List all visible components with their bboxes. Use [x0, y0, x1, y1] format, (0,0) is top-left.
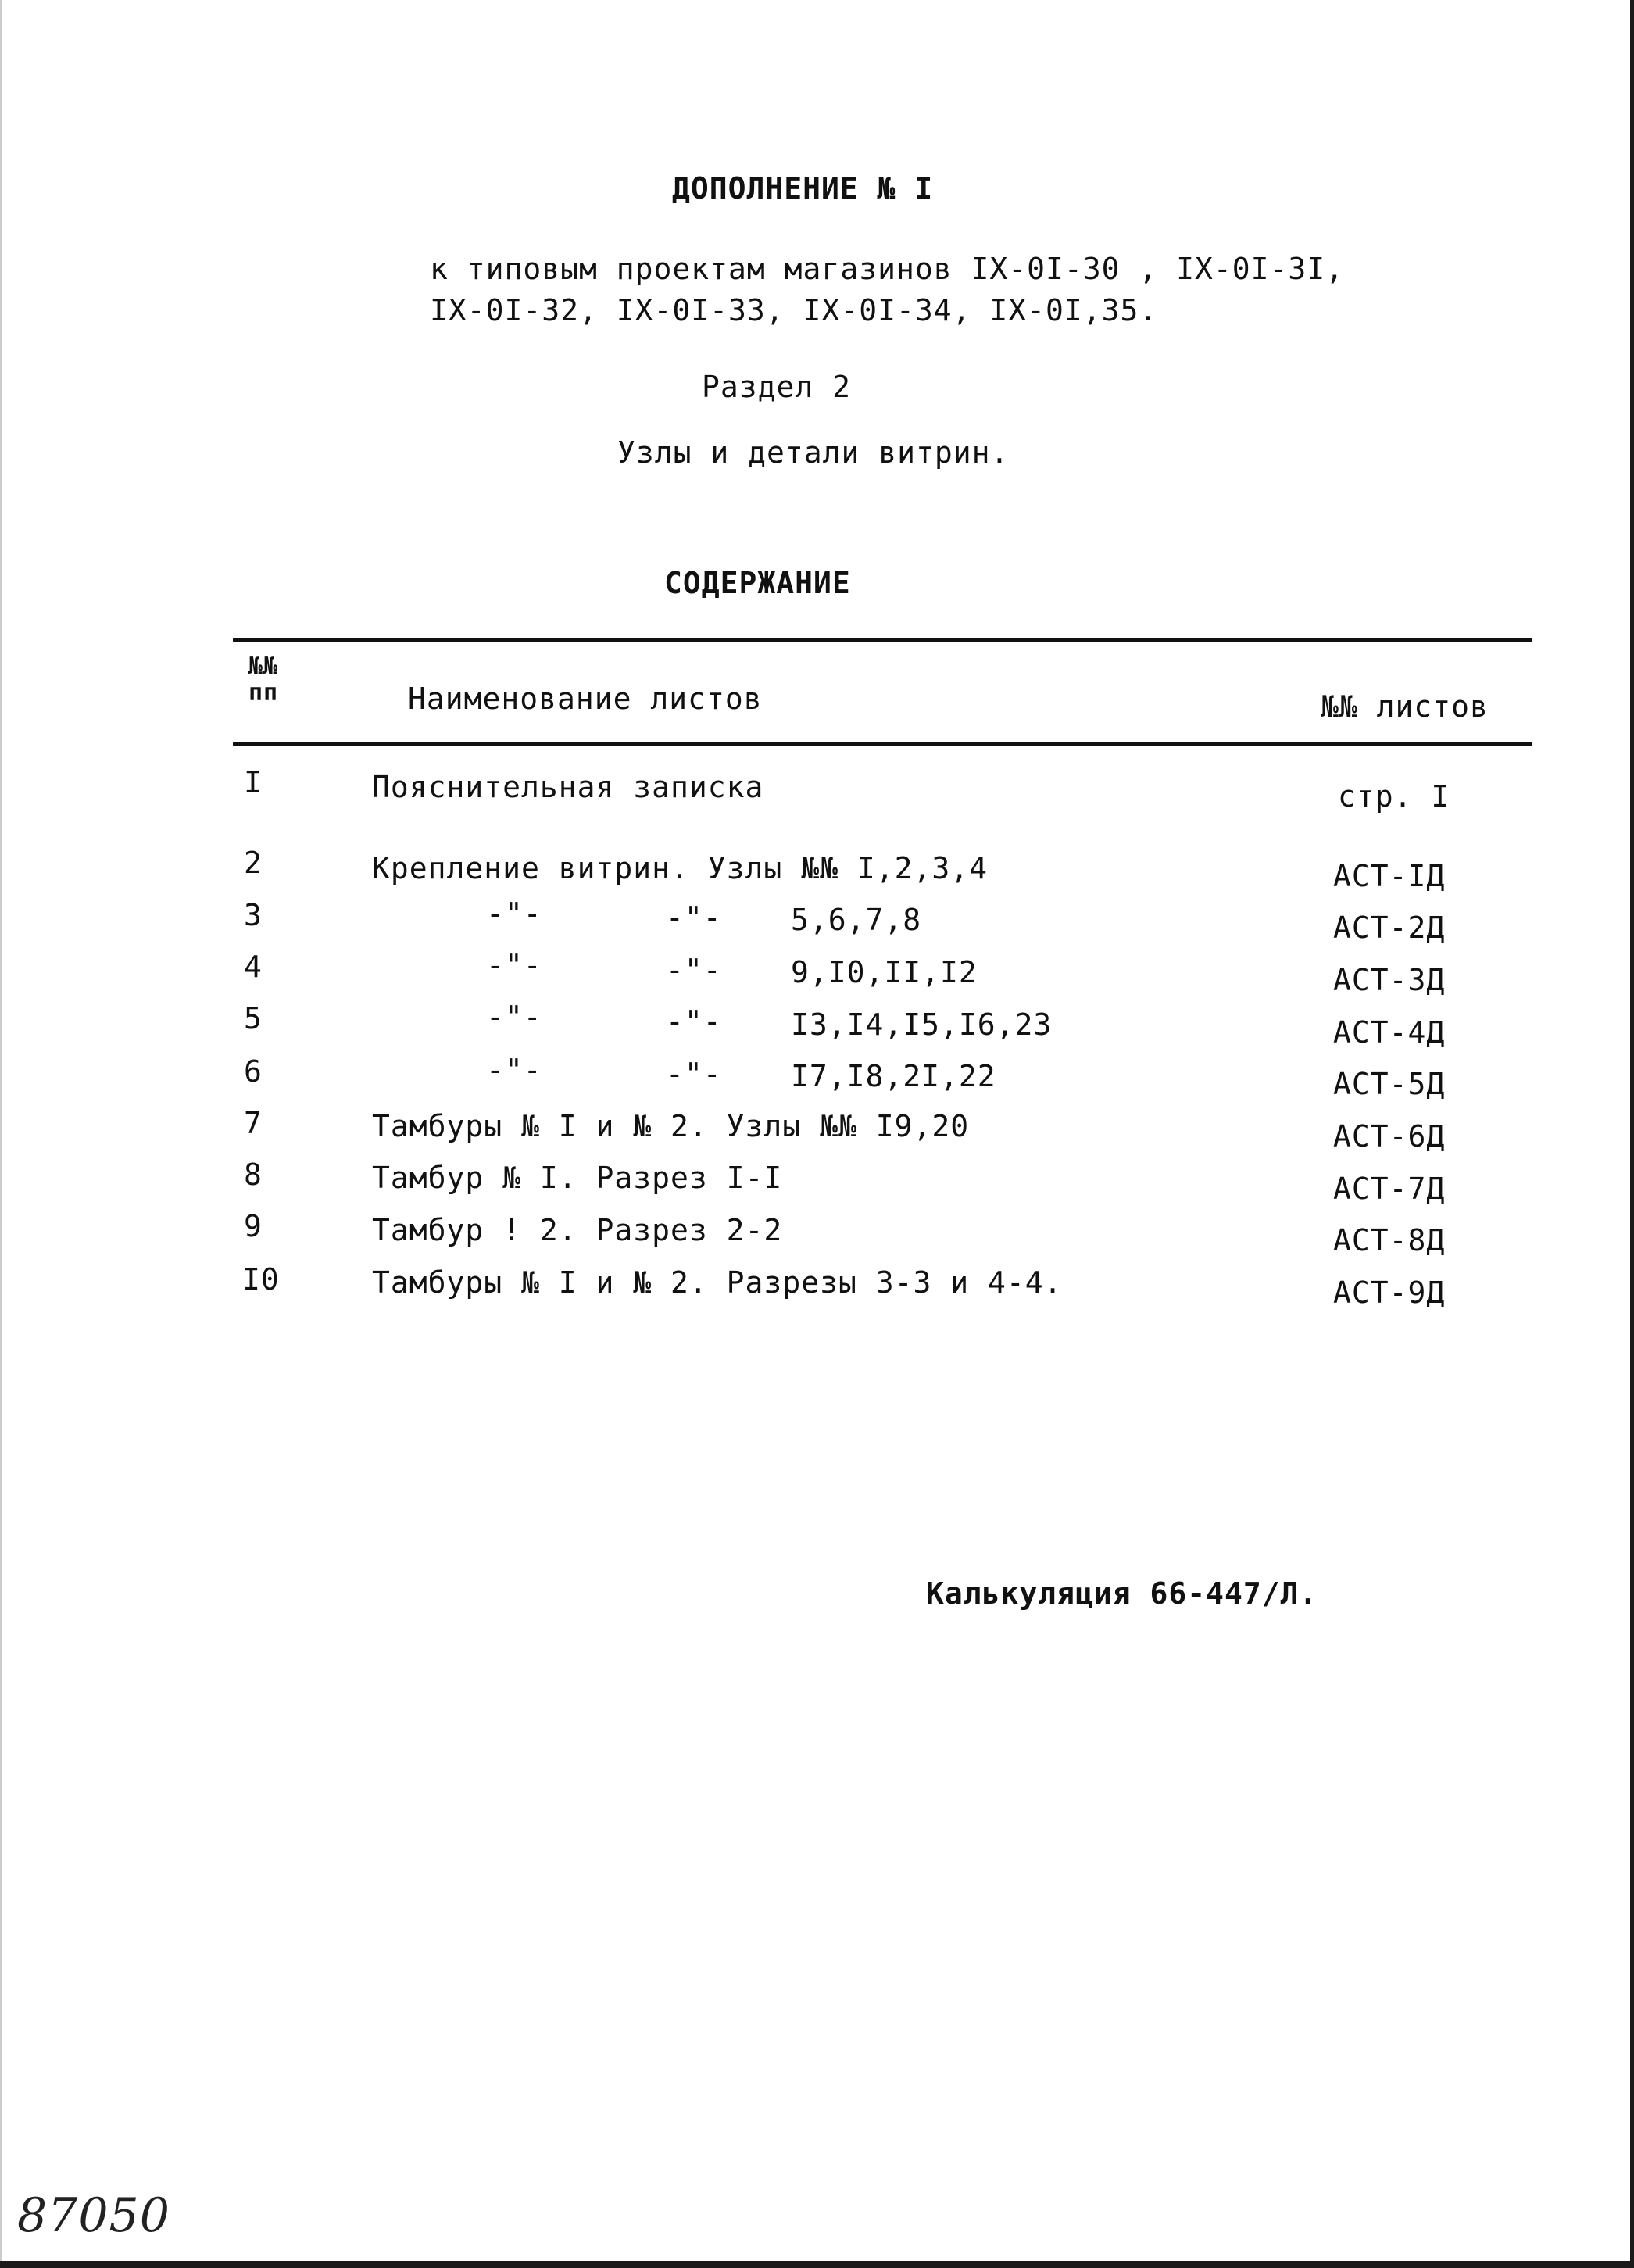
table-row-name: Тамбур № I. Разрез I-I	[372, 1161, 783, 1195]
table-top-rule	[233, 638, 1532, 642]
column-header-number-line1: №№	[248, 653, 279, 680]
document-subtitle-line1: к типовым проектам магазинов IX-0I-30 , IX-0I-3I,	[430, 252, 1345, 286]
table-header-rule	[233, 742, 1532, 746]
page-edge-right	[1630, 0, 1634, 2268]
document-subtitle-line2: IX-0I-32, IX-0I-33, IX-0I-34, IX-0I,35.	[430, 293, 1158, 327]
table-row-ditto-mark: -"-	[666, 1004, 722, 1039]
table-row-nodes: I3,I4,I5,I6,23	[791, 1007, 1053, 1042]
column-header-number-line2: пп	[248, 679, 279, 707]
table-row-ditto-mark: -"-	[486, 1053, 542, 1087]
table-row-sheet: АСТ-3Д	[1333, 963, 1446, 997]
table-row-name: Тамбуры № I и № 2. Разрезы 3-3 и 4-4.	[372, 1265, 1063, 1300]
table-row-ditto-mark: -"-	[486, 1000, 542, 1034]
table-row-ditto-mark: -"-	[666, 900, 722, 935]
table-row-ditto-mark: -"-	[666, 1057, 722, 1091]
table-row-ditto-mark: -"-	[486, 896, 542, 931]
table-row-number: 6	[244, 1054, 263, 1089]
table-row-number: 2	[244, 846, 263, 880]
column-header-name: Наименование листов	[408, 681, 763, 716]
table-row-sheet: АСТ-8Д	[1333, 1223, 1446, 1257]
table-row-sheet: стр. I	[1338, 779, 1450, 814]
table-row-nodes: I7,I8,2I,22	[791, 1059, 996, 1093]
table-row-number: I0	[242, 1262, 280, 1297]
table-row-number: 4	[244, 950, 263, 984]
column-header-sheet: №№ листов	[1321, 689, 1489, 724]
table-row-number: 7	[244, 1106, 263, 1140]
table-row-ditto-mark: -"-	[666, 953, 722, 987]
contents-title: СОДЕРЖАНИЕ	[664, 566, 851, 600]
table-row-name: Тамбуры № I и № 2. Узлы №№ I9,20	[372, 1109, 970, 1143]
table-row-sheet: АСТ-6Д	[1333, 1119, 1446, 1154]
table-row-number: 3	[244, 898, 263, 932]
table-row-number: 5	[244, 1001, 263, 1036]
table-row-ditto-mark: -"-	[486, 948, 542, 982]
table-row-sheet: АСТ-9Д	[1333, 1275, 1446, 1310]
table-row-name: Крепление витрин. Узлы №№ I,2,3,4	[372, 851, 988, 885]
document-title: ДОПОЛНЕНИЕ № I	[672, 171, 934, 206]
table-row-sheet: АСТ-5Д	[1333, 1067, 1446, 1101]
page-edge-bottom	[0, 2261, 1634, 2268]
table-row-number: I	[244, 765, 263, 800]
section-label: Раздел 2	[702, 370, 852, 404]
table-row-sheet: АСТ-IД	[1333, 859, 1446, 893]
section-title: Узлы и детали витрин.	[617, 435, 1010, 470]
table-row-number: 8	[244, 1157, 263, 1192]
table-row-number: 9	[244, 1209, 263, 1243]
table-row-nodes: 5,6,7,8	[791, 903, 922, 937]
table-row-sheet: АСТ-2Д	[1333, 910, 1446, 945]
table-row-name: Тамбур ! 2. Разрез 2-2	[372, 1213, 783, 1247]
table-row-sheet: АСТ-7Д	[1333, 1172, 1446, 1206]
page-edge-left	[0, 0, 2, 2268]
table-row-name: Пояснительная записка	[372, 770, 764, 804]
calculation-reference: Калькуляция 66-447/Л.	[926, 1576, 1318, 1611]
table-row-sheet: АСТ-4Д	[1333, 1015, 1446, 1050]
handwritten-inventory-number: 87050	[17, 2188, 170, 2243]
table-row-nodes: 9,I0,II,I2	[791, 955, 978, 989]
